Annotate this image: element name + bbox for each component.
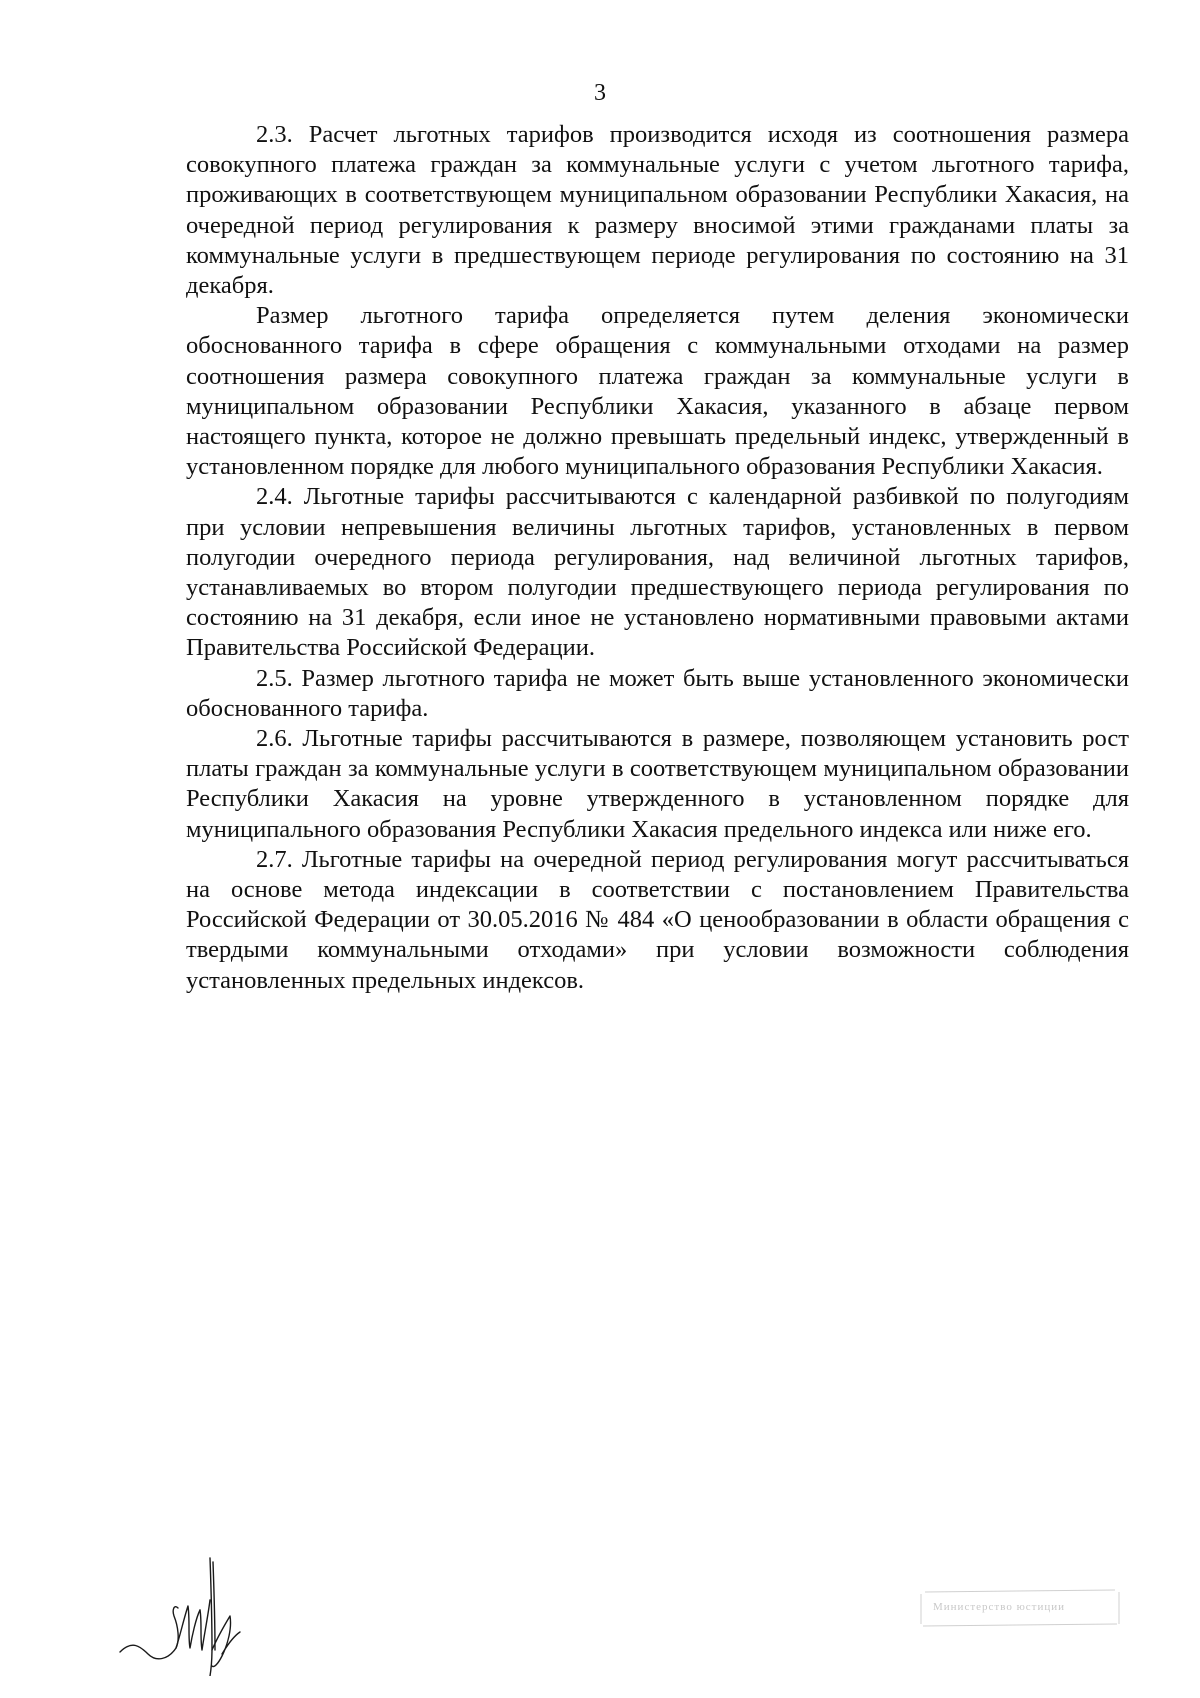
paragraph-2-3: 2.3. Расчет льготных тарифов производится исходя из соотношения размера совокупного платежа граждан за коммунальные услуги с учетом льготного тарифа, проживающих в соответствующем муниципальном образовании Республики Хакасия, на очередной период регулирования к размеру вносимой этими гражданами платы за коммунальные услуги в предшествующем периоде регулирования по состоянию на 31 декабря.	[186, 121, 1129, 300]
faded-stamp	[905, 1580, 1135, 1638]
page-number: 3	[594, 80, 606, 106]
paragraph-2-5: 2.5. Размер льготного тарифа не может быть выше установленного экономически обоснованного тарифа.	[186, 664, 1129, 722]
paragraph-2-4: 2.4. Льготные тарифы рассчитываются с календарной разбивкой по полугодиям при условии непревышения величины льготных тарифов, установленных в первом полугодии очередного периода регулирования, над величиной льготных тарифов, устанавливаемых во втором полугодии предшествующего периода регулирования по состоянию на 31 декабря, если иное не установлено нормативными правовыми актами Правительства Российской Федерации.	[186, 483, 1129, 662]
paragraph-2-6: 2.6. Льготные тарифы рассчитываются в размере, позволяющем установить рост платы граждан за коммунальные услуги в соответствующем муниципальном образовании Республики Хакасия на уровне утвержденного в установленном порядке для муниципального образования Республики Хакасия предельного индекса или ниже его.	[186, 725, 1129, 843]
handwritten-signature	[118, 1556, 248, 1676]
paragraph-tariff-size: Размер льготного тарифа определяется путем деления экономически обоснованного тарифа в сфере обращения с коммунальными отходами на размер соотношения размера совокупного платежа граждан за коммунальные услуги в муниципальном образовании Республики Хакасия, указанного в абзаце первом настоящего пункта, которое не должно превышать предельный индекс, утвержденный в установленном порядке для любого муниципального образования Республики Хакасия.	[186, 302, 1129, 481]
paragraph-2-7: 2.7. Льготные тарифы на очередной период регулирования могут рассчитываться на основе метода индексации в соответствии с постановлением Правительства Российской Федерации от 30.05.2016 № 484 «О ценообразовании в области обращения с твердыми коммунальными отходами» при условии возможности соблюдения установленных предельных индексов.	[186, 845, 1129, 994]
document-body	[186, 120, 1129, 996]
stamp-text: Министерство юстиции	[933, 1601, 1066, 1613]
